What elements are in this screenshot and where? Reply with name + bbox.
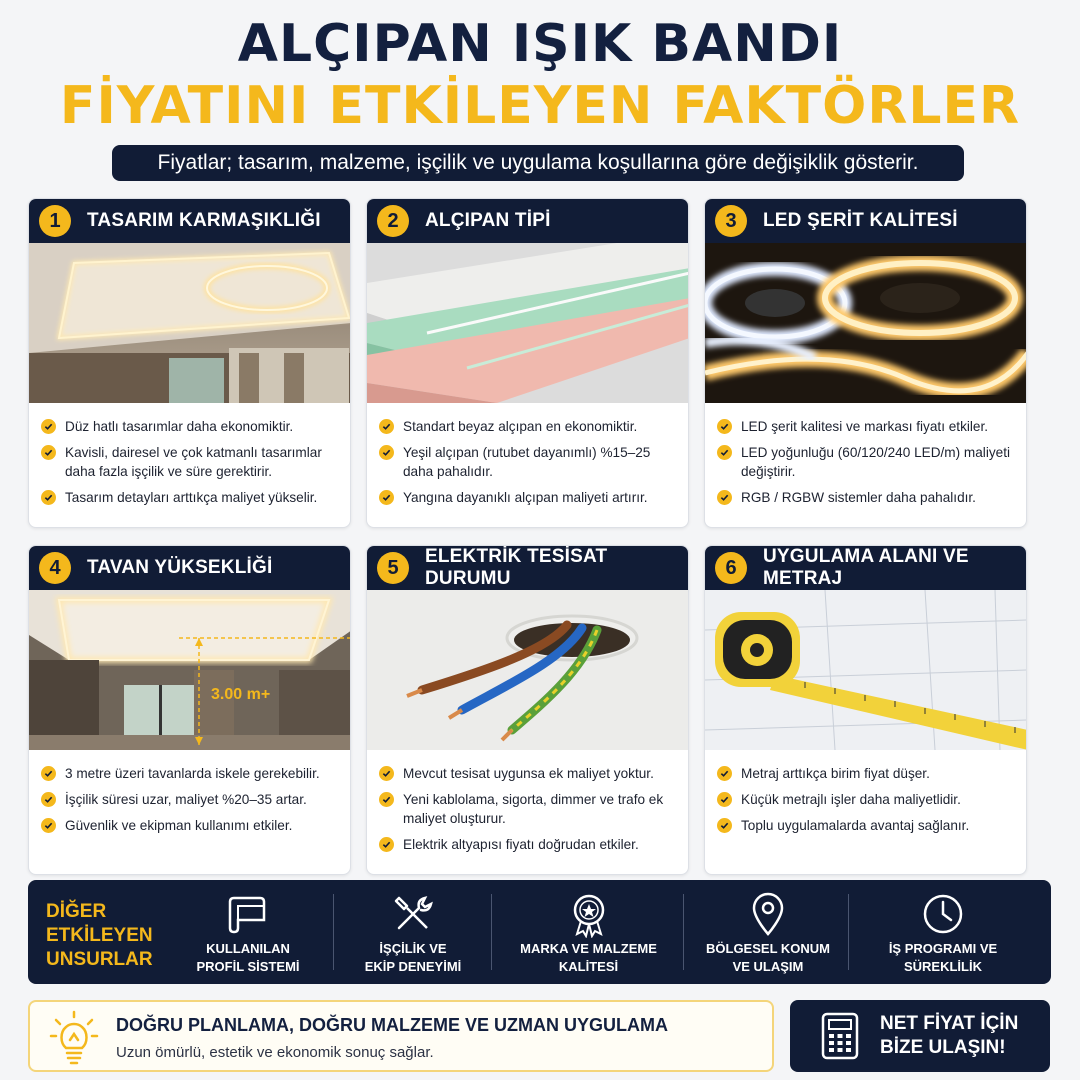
card-header [367, 546, 688, 590]
page-subtitle: Fiyatlar; tasarım, malzeme, işçilik ve uygulama koşullarına göre değişiklik gösterir. [112, 145, 964, 181]
divider [333, 894, 334, 970]
factor-card-electrical [366, 545, 689, 875]
check-icon [41, 766, 56, 781]
check-icon [717, 419, 732, 434]
factor-card-area [704, 545, 1027, 875]
check-icon [717, 792, 732, 807]
led-strip-reels-photo [705, 243, 1026, 403]
page-title-line1: ALÇIPAN IŞIK BANDI [237, 14, 843, 74]
check-icon [41, 818, 56, 833]
check-icon [379, 837, 394, 852]
bullet-item: Standart beyaz alçıpan en ekonomiktir. [379, 417, 678, 436]
bullet-item: Yeşil alçıpan (rutubet dayanımlı) %15–25 daha pahalıdır. [379, 443, 678, 481]
card-number: 3 [715, 205, 747, 237]
bullet-item: Düz hatlı tasarımlar daha ekonomiktir. [41, 417, 340, 436]
divider [848, 894, 849, 970]
note-title: DOĞRU PLANLAMA, DOĞRU MALZEME VE UZMAN UYGULAMA [116, 1015, 668, 1035]
lightbulb-icon [48, 1010, 100, 1066]
card-number: 5 [377, 552, 409, 584]
divider [683, 894, 684, 970]
bullet-item: Yangına dayanıklı alçıpan maliyeti artırır. [379, 488, 678, 507]
factor-workmanship: İŞÇİLİK VE EKİP DENEYİMİ [343, 880, 483, 984]
cta-label: NET FİYAT İÇİN BİZE ULAŞIN! [880, 1013, 1019, 1058]
card-title: LED ŞERİT KALİTESİ [763, 210, 958, 231]
check-icon [41, 490, 56, 505]
check-icon [379, 445, 394, 460]
other-factors-title: DİĞER ETKİLEYEN UNSURLAR [46, 901, 153, 970]
factor-card-gypsum [366, 198, 689, 528]
bullet-item: Güvenlik ve ekipman kullanımı etkiler. [41, 816, 340, 835]
bullet-item: RGB / RGBW sistemler daha pahalıdır. [717, 488, 1016, 507]
bullet-item: Metraj arttıkça birim fiyat düşer. [717, 764, 1016, 783]
card-header [705, 546, 1026, 590]
planning-note [28, 1000, 774, 1072]
card-number: 2 [377, 205, 409, 237]
card-title: TAVAN YÜKSEKLİĞİ [87, 557, 273, 578]
card-title: ALÇIPAN TİPİ [425, 210, 551, 231]
factor-card-ceiling-height [28, 545, 351, 875]
clock-icon [919, 890, 967, 938]
bullet-item: Tasarım detayları arttıkça maliyet yükselir. [41, 488, 340, 507]
quality-badge-icon [565, 890, 613, 938]
check-icon [379, 792, 394, 807]
card-number: 1 [39, 205, 71, 237]
check-icon [41, 419, 56, 434]
height-label: 3.00 m+ [211, 686, 271, 703]
bullet-item: Elektrik altyapısı fiyatı doğrudan etkiler. [379, 835, 678, 854]
bullet-item: İşçilik süresi uzar, maliyet %20–35 artar. [41, 790, 340, 809]
location-pin-icon [744, 890, 792, 938]
check-icon [717, 766, 732, 781]
page-title-line2: FİYATINI ETKİLEYEN FAKTÖRLER [59, 76, 1021, 136]
card-title: TASARIM KARMAŞIKLIĞI [87, 210, 321, 231]
bullet-item: 3 metre üzeri tavanlarda iskele gerekebilir. [41, 764, 340, 783]
bullet-item: Küçük metrajlı işler daha maliyetlidir. [717, 790, 1016, 809]
tools-icon [389, 890, 437, 938]
bullet-item: LED şerit kalitesi ve markası fiyatı etkiler. [717, 417, 1016, 436]
factor-work-schedule: İŞ PROGRAMI VE SÜREKLİLİK [868, 880, 1018, 984]
other-factors-bar [28, 880, 1051, 984]
check-icon [379, 419, 394, 434]
electrical-wires-photo [367, 590, 688, 750]
card-title: ELEKTRİK TESİSAT DURUMU [425, 546, 608, 589]
bullet-item: Mevcut tesisat uygunsa ek maliyet yoktur. [379, 764, 678, 783]
factor-card-design [28, 198, 351, 528]
factor-card-led [704, 198, 1027, 528]
card-header [705, 199, 1026, 243]
check-icon [41, 445, 56, 460]
check-icon [717, 818, 732, 833]
gypsum-board-stack-photo [367, 243, 688, 403]
card-title: UYGULAMA ALANI VE METRAJ [763, 546, 969, 589]
card-header [29, 199, 350, 243]
contact-cta-button[interactable] [790, 1000, 1050, 1072]
note-subtitle: Uzun ömürlü, estetik ve ekonomik sonuç sağlar. [116, 1044, 434, 1061]
card-header [367, 199, 688, 243]
calculator-icon [820, 1012, 860, 1060]
tape-measure-photo [705, 590, 1026, 750]
bullet-item: Yeni kablolama, sigorta, dimmer ve trafo ek maliyet oluşturur. [379, 790, 678, 828]
divider [491, 894, 492, 970]
profile-icon [224, 890, 272, 938]
card-number: 6 [715, 552, 747, 584]
check-icon [717, 445, 732, 460]
factor-profile-system: KULLANILAN PROFİL SİSTEMİ [178, 880, 318, 984]
check-icon [41, 792, 56, 807]
check-icon [379, 766, 394, 781]
room-ceiling-height-photo [29, 590, 350, 750]
factor-location: BÖLGESEL KONUM VE ULAŞIM [693, 880, 843, 984]
bullet-item: LED yoğunluğu (60/120/240 LED/m) maliyeti değiştirir. [717, 443, 1016, 481]
card-number: 4 [39, 552, 71, 584]
check-icon [379, 490, 394, 505]
check-icon [717, 490, 732, 505]
ceiling-led-design-photo [29, 243, 350, 403]
factor-brand-quality: MARKA VE MALZEME KALİTESİ [506, 880, 671, 984]
card-header [29, 546, 350, 590]
bullet-item: Kavisli, dairesel ve çok katmanlı tasarımlar daha fazla işçilik ve süre gerektirir. [41, 443, 340, 481]
bullet-item: Toplu uygulamalarda avantaj sağlanır. [717, 816, 1016, 835]
